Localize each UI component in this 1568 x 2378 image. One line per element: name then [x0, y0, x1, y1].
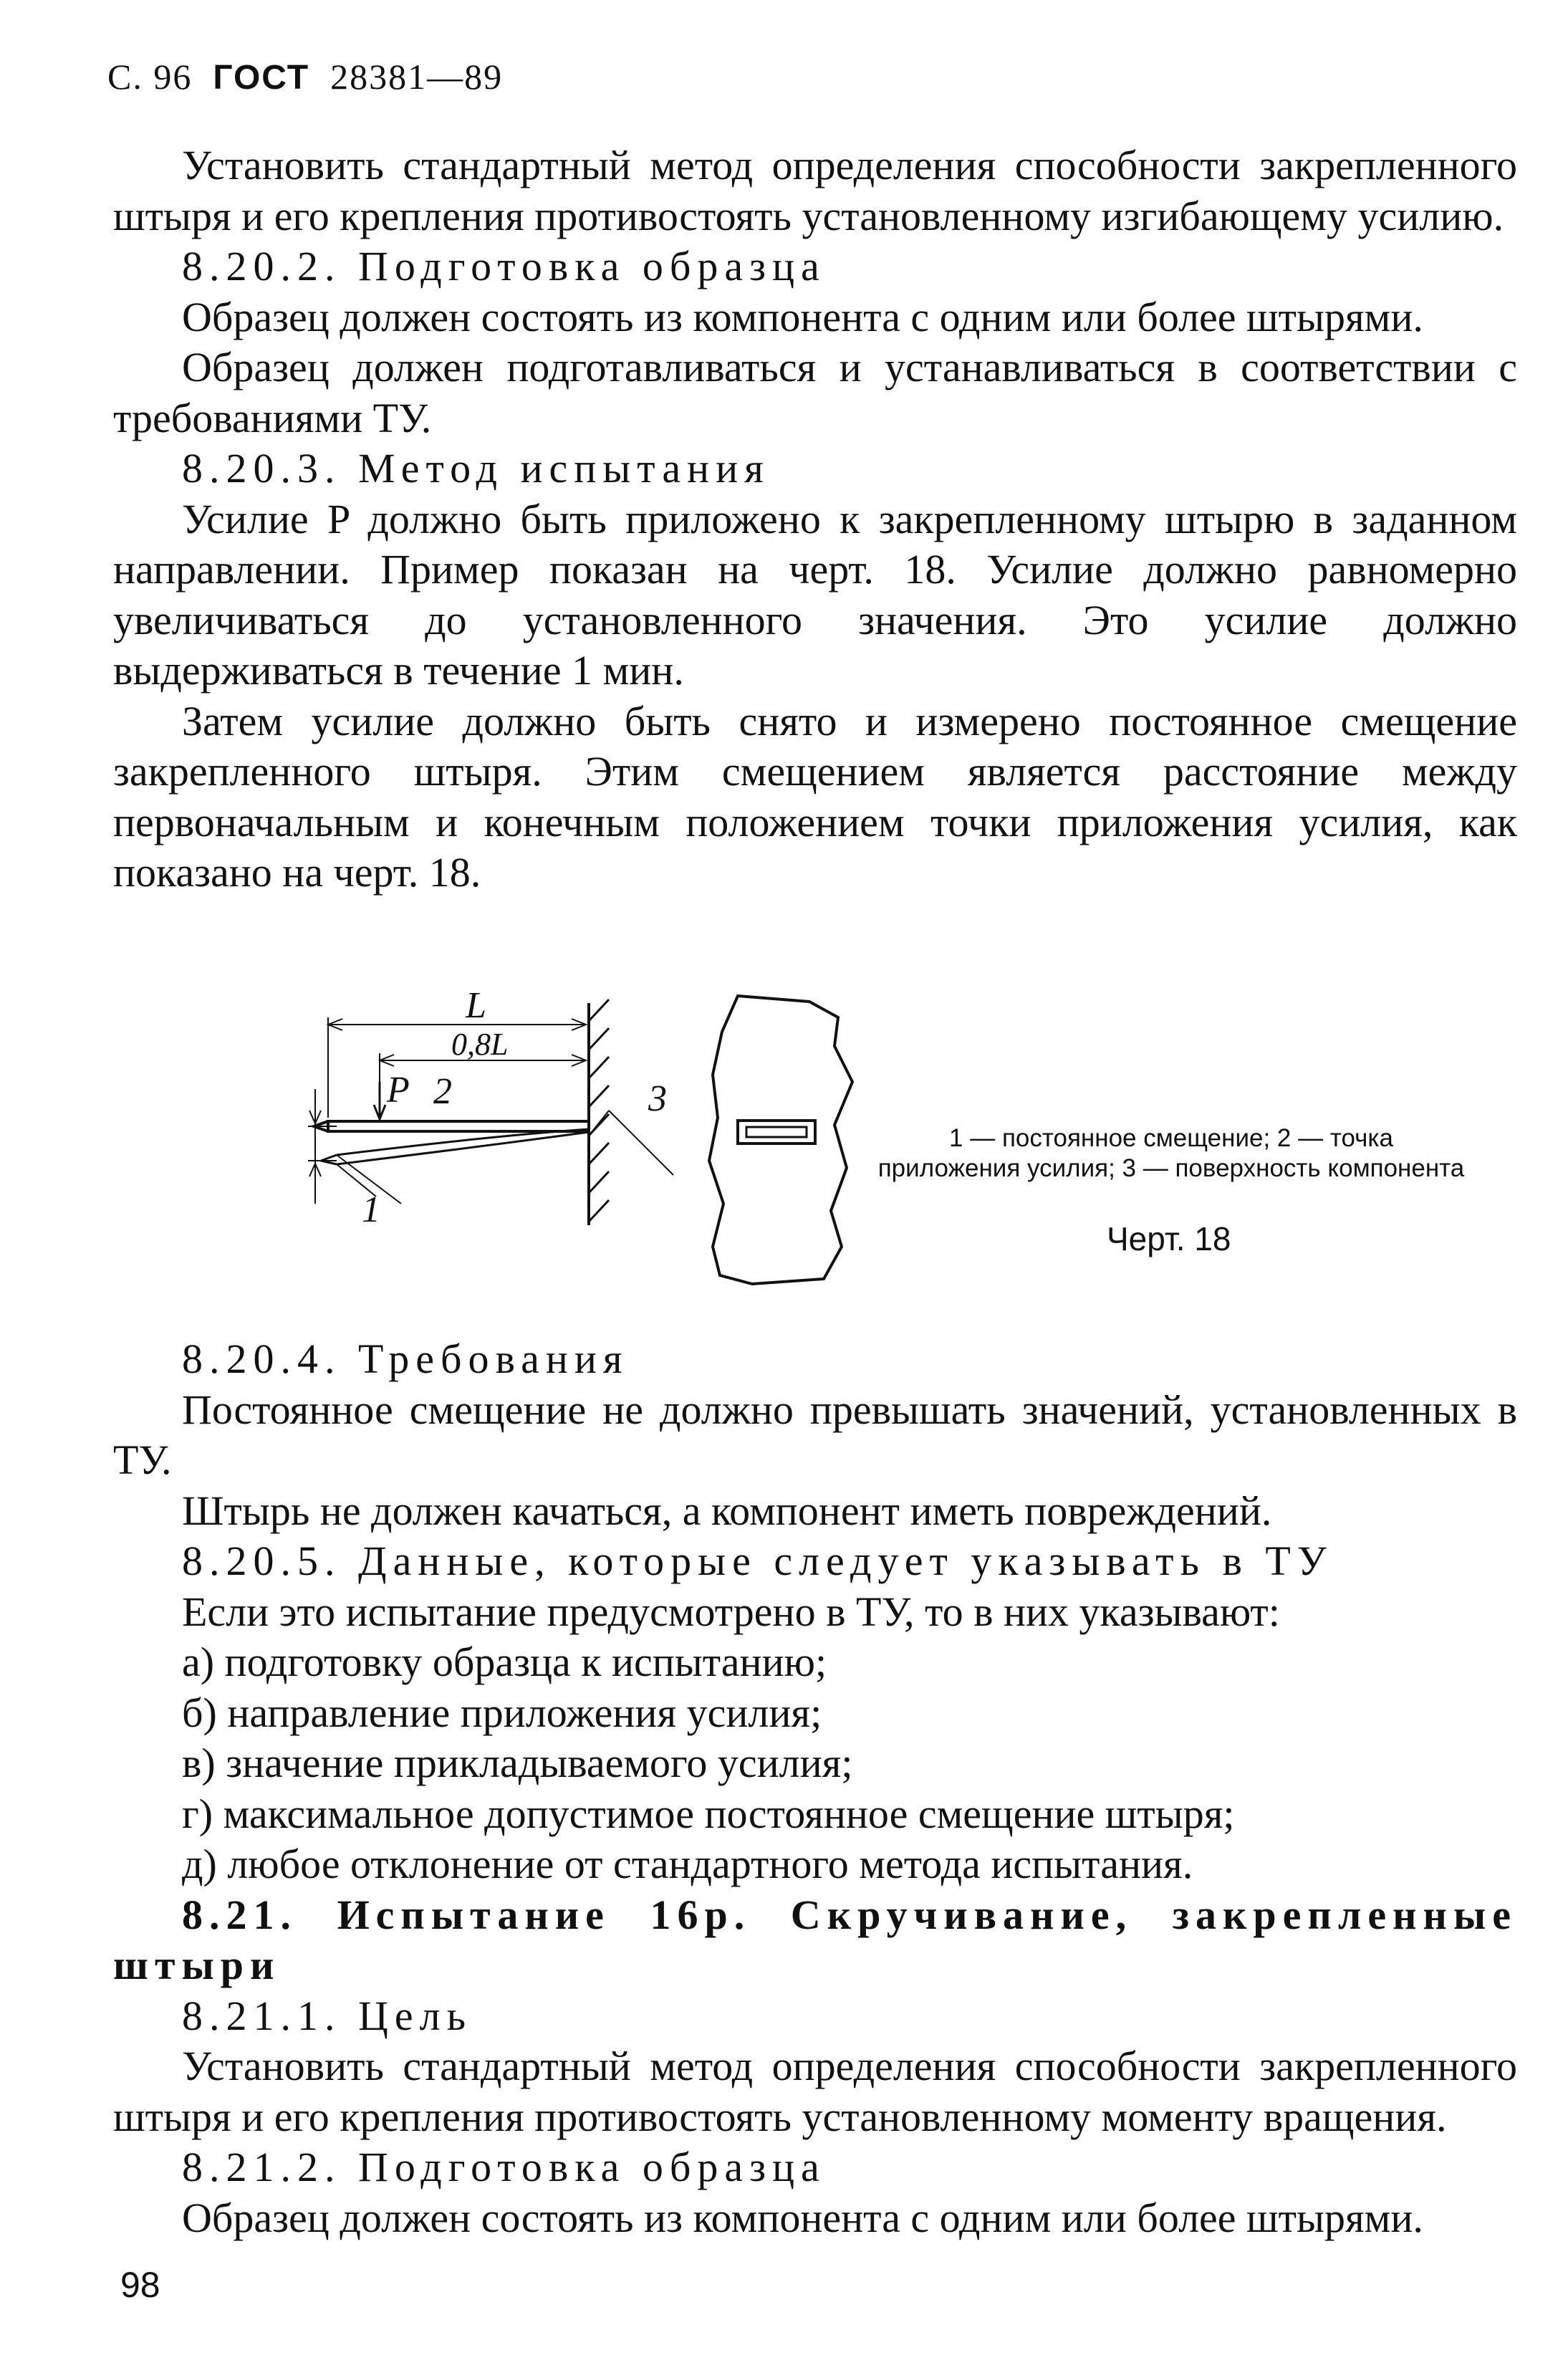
paragraph-torque-sample: Образец должен состоять из компонента с одним или более штырями. — [182, 2194, 1423, 2241]
heading-8-21: 8.21. Испытание 16р. Скручивание, закрепленные штыри — [113, 1891, 1517, 1988]
top-text-block — [113, 140, 1517, 898]
label-P: P — [387, 1070, 410, 1111]
heading-8-20-3: 8.20.3. Метод испытания — [182, 445, 770, 492]
pin-body — [328, 1121, 589, 1131]
component-outline — [709, 996, 852, 1284]
list-item-g: г) максимальное допустимое постоянное смещение штыря; — [182, 1790, 1235, 1837]
pin-slot-inner — [746, 1127, 807, 1137]
label-08L: 0,8L — [451, 1027, 509, 1062]
list-item-d: д) любое отклонение от стандартного метода испытания. — [182, 1841, 1193, 1887]
leader-3 — [609, 1111, 673, 1175]
paragraph-pin-damage: Штырь не должен качаться, а компонент иметь повреждений. — [182, 1487, 1272, 1534]
heading-8-20-5: 8.20.5. Данные, которые следует указывать в ТУ — [182, 1538, 1333, 1584]
paragraph-sample-composition: Образец должен состоять из компонента с одним или более штырями. — [182, 293, 1423, 340]
paragraph-sample-preparation: Образец должен подготавливаться и устанавливаться в соответствии с требованиями ТУ. — [113, 344, 1517, 441]
figure-caption: Черт. 18 — [1107, 1220, 1231, 1257]
heading-8-20-4: 8.20.4. Требования — [182, 1336, 629, 1382]
list-item-b: б) направление приложения усилия; — [182, 1689, 822, 1736]
header-standard: ГОСТ — [213, 59, 310, 97]
paragraph-displacement: Затем усилие должно быть снято и измерено постоянное смещение закрепленного штыря. Этим смещением является расстояние между первоначальным и конечным положением точки приложения усилия, как показано на черт. 18. — [113, 697, 1517, 896]
header-number: 28381—89 — [330, 57, 504, 97]
list-item-v: в) значение прикладываемого усилия; — [182, 1740, 853, 1786]
label-2: 2 — [433, 1071, 452, 1112]
paragraph-requirements: Постоянное смещение не должно превышать значений, установленных в ТУ. — [113, 1386, 1517, 1483]
header-page: С. 96 — [107, 57, 193, 97]
heading-8-20-2: 8.20.2. Подготовка образца — [182, 243, 826, 289]
page-number: 98 — [120, 2265, 160, 2305]
label-3: 3 — [648, 1078, 667, 1119]
pin-slot-outer — [738, 1121, 815, 1144]
label-L: L — [466, 989, 486, 1026]
wall-hatching — [589, 999, 609, 1222]
paragraph-test-method: Усилие P должно быть приложено к закрепленному штырю в заданном направлении. Пример показан на черт. 18. Усилие должно равномерно увеличиваться до установленного значения. Это усилие должно выдерживаться в течение 1 мин. — [113, 495, 1517, 694]
label-1: 1 — [362, 1189, 380, 1230]
figure-legend: 1 — постоянное смещение; 2 — точка приложения усилия; 3 — поверхность компонента — [877, 1124, 1465, 1182]
pin-deflected — [337, 1129, 589, 1155]
bottom-text-block — [113, 1334, 1517, 2243]
heading-8-21-1: 8.21.1. Цель — [182, 1992, 473, 2039]
page-header — [107, 56, 503, 97]
paragraph-torque-purpose: Установить стандартный метод определения способности закрепленного штыря и его крепления противостоять установленному моменту вращения. — [113, 2043, 1517, 2140]
paragraph-tu-data: Если это испытание предусмотрено в ТУ, то в них указывают: — [182, 1588, 1280, 1635]
list-item-a: а) подготовку образца к испытанию; — [182, 1639, 827, 1685]
paragraph-purpose: Установить стандартный метод определения способности закрепленного штыря и его крепления противостоять установленному изгибающему усилию. — [113, 142, 1517, 239]
heading-8-21-2: 8.21.2. Подготовка образца — [182, 2144, 826, 2190]
